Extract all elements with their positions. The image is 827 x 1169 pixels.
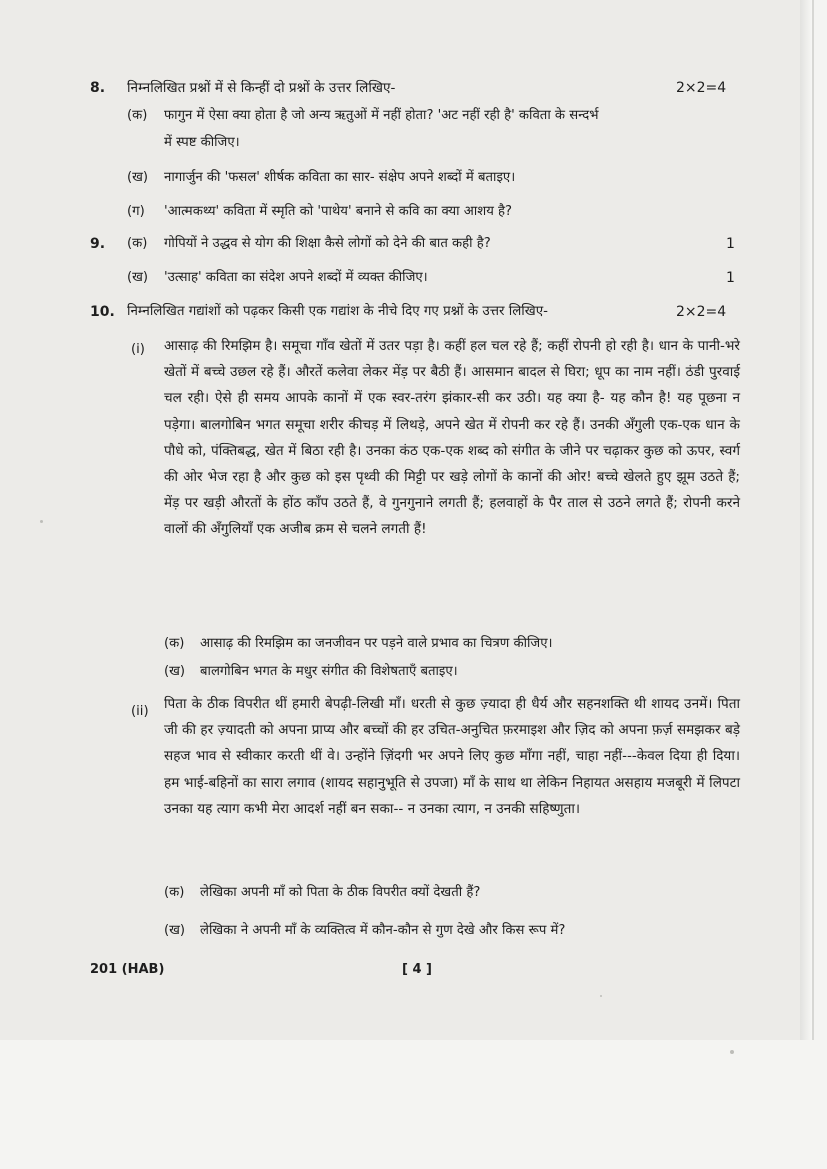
passage-1-q-ka-label: (क) bbox=[164, 636, 185, 651]
passage-1-label: (i) bbox=[131, 342, 145, 357]
q8-kha-text: नागार्जुन की 'फसल' शीर्षक कविता का सार- संक्षेप अपने शब्दों में बताइए। bbox=[164, 170, 516, 185]
passage-2-q-kha-label: (ख) bbox=[164, 923, 186, 938]
passage-2-q-ka-text: लेखिका अपनी माँ को पिता के ठीक विपरीत क्यों देखती हैं? bbox=[200, 885, 481, 900]
passage-1-q-kha-text: बालगोबिन भगत के मधुर संगीत की विशेषताएँ बताइए। bbox=[200, 664, 458, 679]
page-fold-shadow bbox=[800, 0, 812, 1040]
q10-number: 10. bbox=[90, 304, 115, 320]
paper-code: 201 (HAB) bbox=[90, 962, 165, 977]
q8-ga-label: (ग) bbox=[127, 204, 145, 219]
scan-speck bbox=[600, 995, 602, 997]
q9-kha-label: (ख) bbox=[127, 270, 149, 285]
q8-marks: 2×2=4 bbox=[676, 80, 727, 96]
q9-ka-marks: 1 bbox=[726, 236, 735, 252]
q8-ka-text-line2: में स्पष्ट कीजिए। bbox=[164, 135, 240, 150]
q10-marks: 2×2=4 bbox=[676, 304, 727, 320]
page-number: [ 4 ] bbox=[402, 962, 432, 977]
q8-kha-label: (ख) bbox=[127, 170, 149, 185]
q9-kha-marks: 1 bbox=[726, 270, 735, 286]
q8-ka-label: (क) bbox=[127, 108, 148, 123]
q8-ga-text: 'आत्मकथ्य' कविता में स्मृति को 'पाथेय' बनाने से कवि का क्या आशय है? bbox=[164, 204, 513, 219]
passage-2-text: पिता के ठीक विपरीत थीं हमारी बेपढ़ी-लिखी माँ। धरती से कुछ ज़्यादा ही धैर्य और सहनशक्ति थी शायद उनमें। पिता जी की हर ज़्यादती को अपना प्राप्य और बच्चों की हर उचित-अनुचित फ़रमाइश और ज़िद को अपना फ़र्ज़ समझकर बड़े सहज भाव से स्वीकार करती थीं वे। उन्होंने ज़िंदगी भर अपने लिए कुछ माँगा नहीं, चाहा नहीं---केवल दिया ही दिया। हम भाई-बहिनों का सारा लगाव (शायद सहानुभूति से उपजा) माँ के साथ था लेकिन निहायत असहाय मजबूरी में लिपटा उनका यह त्याग कभी मेरा आदर्श नहीं बन सका-- न उनका त्याग, न उनकी सहिष्णुता। bbox=[164, 696, 740, 817]
q8-prompt: निम्नलिखित प्रश्नों में से किन्हीं दो प्रश्नों के उत्तर लिखिए- bbox=[127, 80, 396, 96]
passage-1-text: आसाढ़ की रिमझिम है। समूचा गाँव खेतों में उतर पड़ा है। कहीं हल चल रहे हैं; कहीं रोपनी हो रही है। धान के पानी-भरे खेतों में बच्चे उछल रहे हैं। औरतें कलेवा लेकर मेंड़ पर बैठी हैं। आसमान बादल से घिरा; धूप का नाम नहीं। ठंडी पुरवाई चल रही। ऐसे ही समय आपके कानों में एक स्वर-तरंग झंकार-सी कर उठी। यह क्या है- यह कौन है! यह पूछना न पड़ेगा। बालगोबिन भगत समूचा शरीर कीचड़ में लिथड़े, अपने खेत में रोपनी कर रहे हैं। उनकी अँगुली एक-एक धान के पौधे को, पंक्तिबद्ध, खेत में बिठा रही है। उनका कंठ एक-एक शब्द को संगीत के जीने पर चढ़ाकर कुछ को ऊपर, स्वर्ग की ओर भेज रहा है और कुछ को इस पृथ्वी की मिट्टी पर खड़े लोगों के कानों की ओर! बच्चे खेलते हुए झूम उठते हैं; मेंड़ पर खड़ी औरतों के होंठ काँप उठते हैं, वे गुनगुनाने लगती हैं; हलवाहों के पैर ताल से उठने लगते हैं; रोपनी करने वालों की अँगुलियाँ एक अजीब क्रम से चलने लगती हैं! bbox=[164, 338, 740, 538]
q9-kha-text: 'उत्साह' कविता का संदेश अपने शब्दों में व्यक्त कीजिए। bbox=[164, 270, 428, 285]
q9-ka-label: (क) bbox=[127, 236, 148, 251]
passage-1-q-ka-text: आसाढ़ की रिमझिम का जनजीवन पर पड़ने वाले प्रभाव का चित्रण कीजिए। bbox=[200, 636, 553, 651]
scan-speck bbox=[730, 1050, 734, 1054]
q10-prompt: निम्नलिखित गद्यांशों को पढ़कर किसी एक गद्यांश के नीचे दिए गए प्रश्नों के उत्तर लिखिए- bbox=[127, 304, 548, 319]
passage-2-q-kha-text: लेखिका ने अपनी माँ के व्यक्तित्व में कौन-कौन से गुण देखे और किस रूप में? bbox=[200, 923, 566, 938]
q8-number: 8. bbox=[90, 80, 106, 96]
scan-speck bbox=[40, 520, 43, 523]
passage-2-label: (ii) bbox=[131, 704, 149, 719]
passage-2-q-ka-label: (क) bbox=[164, 885, 185, 900]
q9-ka-text: गोपियों ने उद्धव से योग की शिक्षा कैसे लोगों को देने की बात कही है? bbox=[164, 236, 491, 251]
q8-ka-text-line1: फागुन में ऐसा क्या होता है जो अन्य ऋतुओं में नहीं होता? 'अट नहीं रही है' कविता के सन्दर्भ bbox=[164, 108, 599, 123]
passage-1-q-kha-label: (ख) bbox=[164, 664, 186, 679]
q9-number: 9. bbox=[90, 236, 106, 252]
